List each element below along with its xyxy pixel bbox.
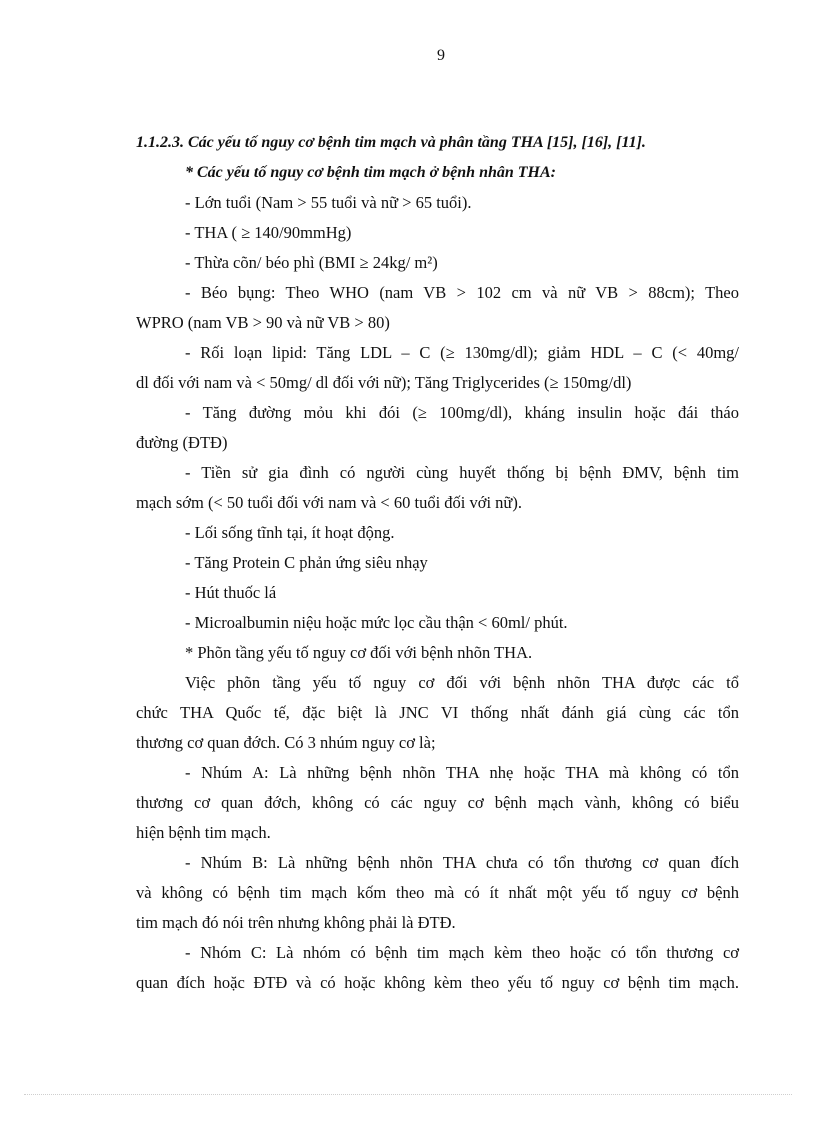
group-a-cont-2: hiện bệnh tim mạch. (136, 823, 271, 842)
risk-microalbumin: - Microalbumin niệu hoặc mức lọc cầu thận < 60ml/ phút. (185, 613, 568, 632)
risk-abdominal-obesity-cont: WPRO (nam VB > 90 và nữ VB > 80) (136, 313, 390, 332)
stratification-paragraph-cont-1: chức THA Quốc tế, đặc biệt là JNC VI thống nhất đánh giá cùng các tổn (136, 703, 739, 722)
risk-age: - Lớn tuổi (Nam > 55 tuổi và nữ > 65 tuổi). (185, 193, 472, 212)
risk-family-history-cont: mạch sớm (< 50 tuổi đối với nam và < 60 tuổi đối với nữ). (136, 493, 522, 512)
risk-family-history: - Tiền sử gia đình có người cùng huyết thống bị bệnh ĐMV, bệnh tim (185, 463, 739, 482)
group-b-cont-1: và không có bệnh tim mạch kốm theo mà có ít nhất một yếu tố nguy cơ bệnh (136, 883, 739, 902)
risk-hypertension: - THA ( ≥ 140/90mmHg) (185, 223, 352, 242)
stratification-paragraph: Việc phõn tầng yếu tố nguy cơ đối với bệnh nhõn THA được các tổ (185, 673, 739, 692)
section-heading: 1.1.2.3. Các yếu tố nguy cơ bệnh tim mạch và phân tầng THA [15], [16], [11]. (136, 134, 646, 151)
group-b-cont-2: tim mạch đó nói trên nhưng không phải là ĐTĐ. (136, 913, 456, 932)
risk-smoking: - Hút thuốc lá (185, 583, 277, 602)
group-c: - Nhóm C: Là nhóm có bệnh tim mạch kèm theo hoặc có tổn thương cơ (185, 943, 739, 962)
risk-crp: - Tăng Protein C phản ứng siêu nhạy (185, 553, 428, 572)
group-c-cont: quan đích hoặc ĐTĐ và có hoặc không kèm theo yếu tố nguy cơ bệnh tim mạch. (136, 973, 739, 992)
stratification-heading: * Phõn tầng yếu tố nguy cơ đối với bệnh nhõn THA. (185, 643, 533, 662)
risk-lipid: - Rối loạn lipid: Tăng LDL – C (≥ 130mg/dl); giảm HDL – C (< 40mg/ (185, 343, 739, 362)
group-a-cont-1: thương cơ quan đớch, không có các nguy cơ bệnh mạch vành, không có biểu (136, 793, 739, 812)
risk-abdominal-obesity: - Béo bụng: Theo WHO (nam VB > 102 cm và nữ VB > 88cm); Theo (185, 283, 739, 302)
risk-overweight: - Thừa cõn/ béo phì (BMI ≥ 24kg/ m²) (185, 253, 438, 272)
page-number: 9 (437, 47, 445, 64)
risk-glucose: - Tăng đường mỏu khi đói (≥ 100mg/dl), kháng insulin hoặc đái tháo (185, 403, 739, 422)
stratification-paragraph-cont-2: thương cơ quan đớch. Có 3 nhúm nguy cơ là; (136, 733, 436, 752)
group-a: - Nhúm A: Là những bệnh nhõn THA nhẹ hoặc THA mà không có tổn (185, 763, 739, 782)
risk-lipid-cont: dl đối với nam và < 50mg/ dl đối với nữ); Tăng Triglycerides (≥ 150mg/dl) (136, 373, 632, 392)
group-b: - Nhúm B: Là những bệnh nhõn THA chưa có tổn thương cơ quan đích (185, 853, 739, 872)
body-text (136, 128, 739, 998)
subheading-risk-factors: * Các yếu tố nguy cơ bệnh tim mạch ở bệnh nhân THA: (185, 164, 556, 181)
risk-sedentary: - Lối sống tĩnh tại, ít hoạt động. (185, 523, 395, 542)
page-bottom-divider (24, 1094, 792, 1095)
risk-glucose-cont: đường (ĐTĐ) (136, 433, 228, 452)
